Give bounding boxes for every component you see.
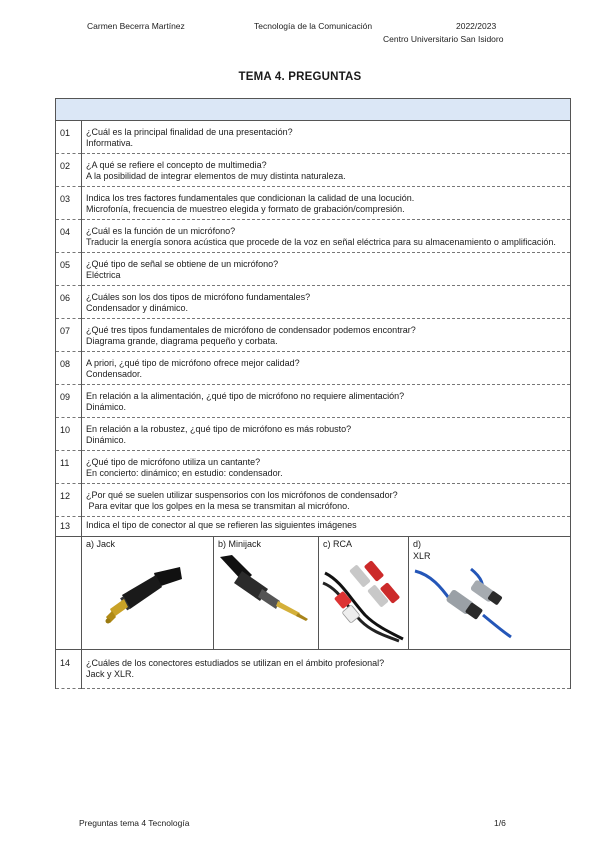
answer-text: Microfonía, frecuencia de muestreo elegida y formato de grabación/compresión. bbox=[86, 204, 405, 214]
question-number: 05 bbox=[56, 253, 82, 286]
table-row bbox=[56, 385, 571, 418]
table-row bbox=[56, 451, 571, 484]
answer-text: Dinámico. bbox=[86, 435, 127, 445]
question-number: 10 bbox=[56, 418, 82, 451]
table-row bbox=[56, 352, 571, 385]
question-text: En relación a la alimentación, ¿qué tipo de micrófono no requiere alimentación? bbox=[86, 391, 405, 401]
question-text: ¿Qué tipo de micrófono utiliza un cantante? bbox=[86, 457, 261, 467]
image-label: d) bbox=[413, 539, 422, 549]
answer-text: En concierto: dinámico; en estudio: condensador. bbox=[86, 468, 283, 478]
answer-text: Condensador. bbox=[86, 369, 143, 379]
answer-text: Eléctrica bbox=[86, 270, 121, 280]
question-number: 12 bbox=[56, 484, 82, 517]
jack-connector-icon bbox=[104, 565, 184, 635]
question-number: 11 bbox=[56, 451, 82, 484]
question-number: 07 bbox=[56, 319, 82, 352]
image-label: a) Jack bbox=[86, 539, 116, 549]
question-text: A priori, ¿qué tipo de micrófono ofrece mejor calidad? bbox=[86, 358, 300, 368]
image-cell-jack bbox=[82, 537, 214, 649]
answer-text: Jack y XLR. bbox=[86, 669, 135, 679]
question-number: 08 bbox=[56, 352, 82, 385]
question-number: 06 bbox=[56, 286, 82, 319]
header-institution: Centro Universitario San Isidoro bbox=[383, 34, 504, 44]
questions-table bbox=[55, 98, 571, 689]
answer-text: Para evitar que los golpes en la mesa se transmitan al micrófono. bbox=[86, 501, 350, 511]
minijack-connector-icon bbox=[218, 553, 314, 623]
rca-cable-icon bbox=[321, 557, 407, 643]
header-year: 2022/2023 bbox=[456, 21, 497, 31]
question-number: 02 bbox=[56, 154, 82, 187]
answer-text: Informativa. bbox=[86, 138, 134, 148]
image-cell-minijack bbox=[214, 537, 319, 649]
table-row bbox=[56, 418, 571, 451]
question-number: 01 bbox=[56, 121, 82, 154]
image-cell-xlr bbox=[409, 537, 519, 649]
image-label: c) RCA bbox=[323, 539, 352, 549]
question-text: ¿Qué tres tipos fundamentales de micrófono de condensador podemos encontrar? bbox=[86, 325, 416, 335]
question-number: 13 bbox=[56, 517, 82, 537]
question-text: Indica los tres factores fundamentales que condicionan la calidad de una locución. bbox=[86, 193, 415, 203]
question-text: ¿Por qué se suelen utilizar suspensorios con los micrófonos de condensador? bbox=[86, 490, 398, 500]
image-row bbox=[56, 537, 571, 650]
question-text: ¿Cuál es la principal finalidad de una presentación? bbox=[86, 127, 293, 137]
header-subject: Tecnología de la Comunicación bbox=[254, 21, 373, 31]
answer-text: A la posibilidad de integrar elementos de muy distinta naturaleza. bbox=[86, 171, 346, 181]
table-row bbox=[56, 650, 571, 689]
question-text: ¿Cuáles de los conectores estudiados se utilizan en el ámbito profesional? bbox=[86, 658, 385, 668]
table-row bbox=[56, 319, 571, 352]
table-row bbox=[56, 517, 571, 537]
question-text: Indica el tipo de conector al que se refieren las siguientes imágenes bbox=[86, 520, 357, 530]
page-title: TEMA 4. PREGUNTAS bbox=[238, 71, 362, 83]
question-text: En relación a la robustez, ¿qué tipo de micrófono es más robusto? bbox=[86, 424, 352, 434]
image-sublabel: XLR bbox=[413, 551, 431, 561]
image-cell-rca bbox=[319, 537, 409, 649]
footer-page-number: 1/6 bbox=[494, 818, 506, 828]
question-text: ¿Qué tipo de señal se obtiene de un micrófono? bbox=[86, 259, 279, 269]
table-row bbox=[56, 484, 571, 517]
question-number: 09 bbox=[56, 385, 82, 418]
question-text: ¿Cuáles son los dos tipos de micrófono fundamentales? bbox=[86, 292, 311, 302]
answer-text: Dinámico. bbox=[86, 402, 127, 412]
image-label: b) Minijack bbox=[218, 539, 262, 549]
answer-text: Traducir la energía sonora acústica que procede de la voz en señal eléctrica para su almacenamiento o amplificación. bbox=[86, 237, 556, 247]
answer-text: Diagrama grande, diagrama pequeño y corbata. bbox=[86, 336, 278, 346]
question-number: 03 bbox=[56, 187, 82, 220]
table-row bbox=[56, 253, 571, 286]
question-number: 04 bbox=[56, 220, 82, 253]
answer-text: Condensador y dinámico. bbox=[86, 303, 189, 313]
footer-left: Preguntas tema 4 Tecnología bbox=[79, 818, 190, 828]
table-row bbox=[56, 121, 571, 154]
table-row bbox=[56, 154, 571, 187]
table-header-row bbox=[56, 99, 571, 121]
question-text: ¿Cuál es la función de un micrófono? bbox=[86, 226, 236, 236]
question-number: 14 bbox=[56, 650, 82, 689]
question-text: ¿A qué se refiere el concepto de multimedia? bbox=[86, 160, 267, 170]
xlr-cable-icon bbox=[411, 565, 515, 647]
table-row bbox=[56, 286, 571, 319]
table-row bbox=[56, 187, 571, 220]
header-author: Carmen Becerra Martínez bbox=[87, 21, 185, 31]
table-row bbox=[56, 220, 571, 253]
